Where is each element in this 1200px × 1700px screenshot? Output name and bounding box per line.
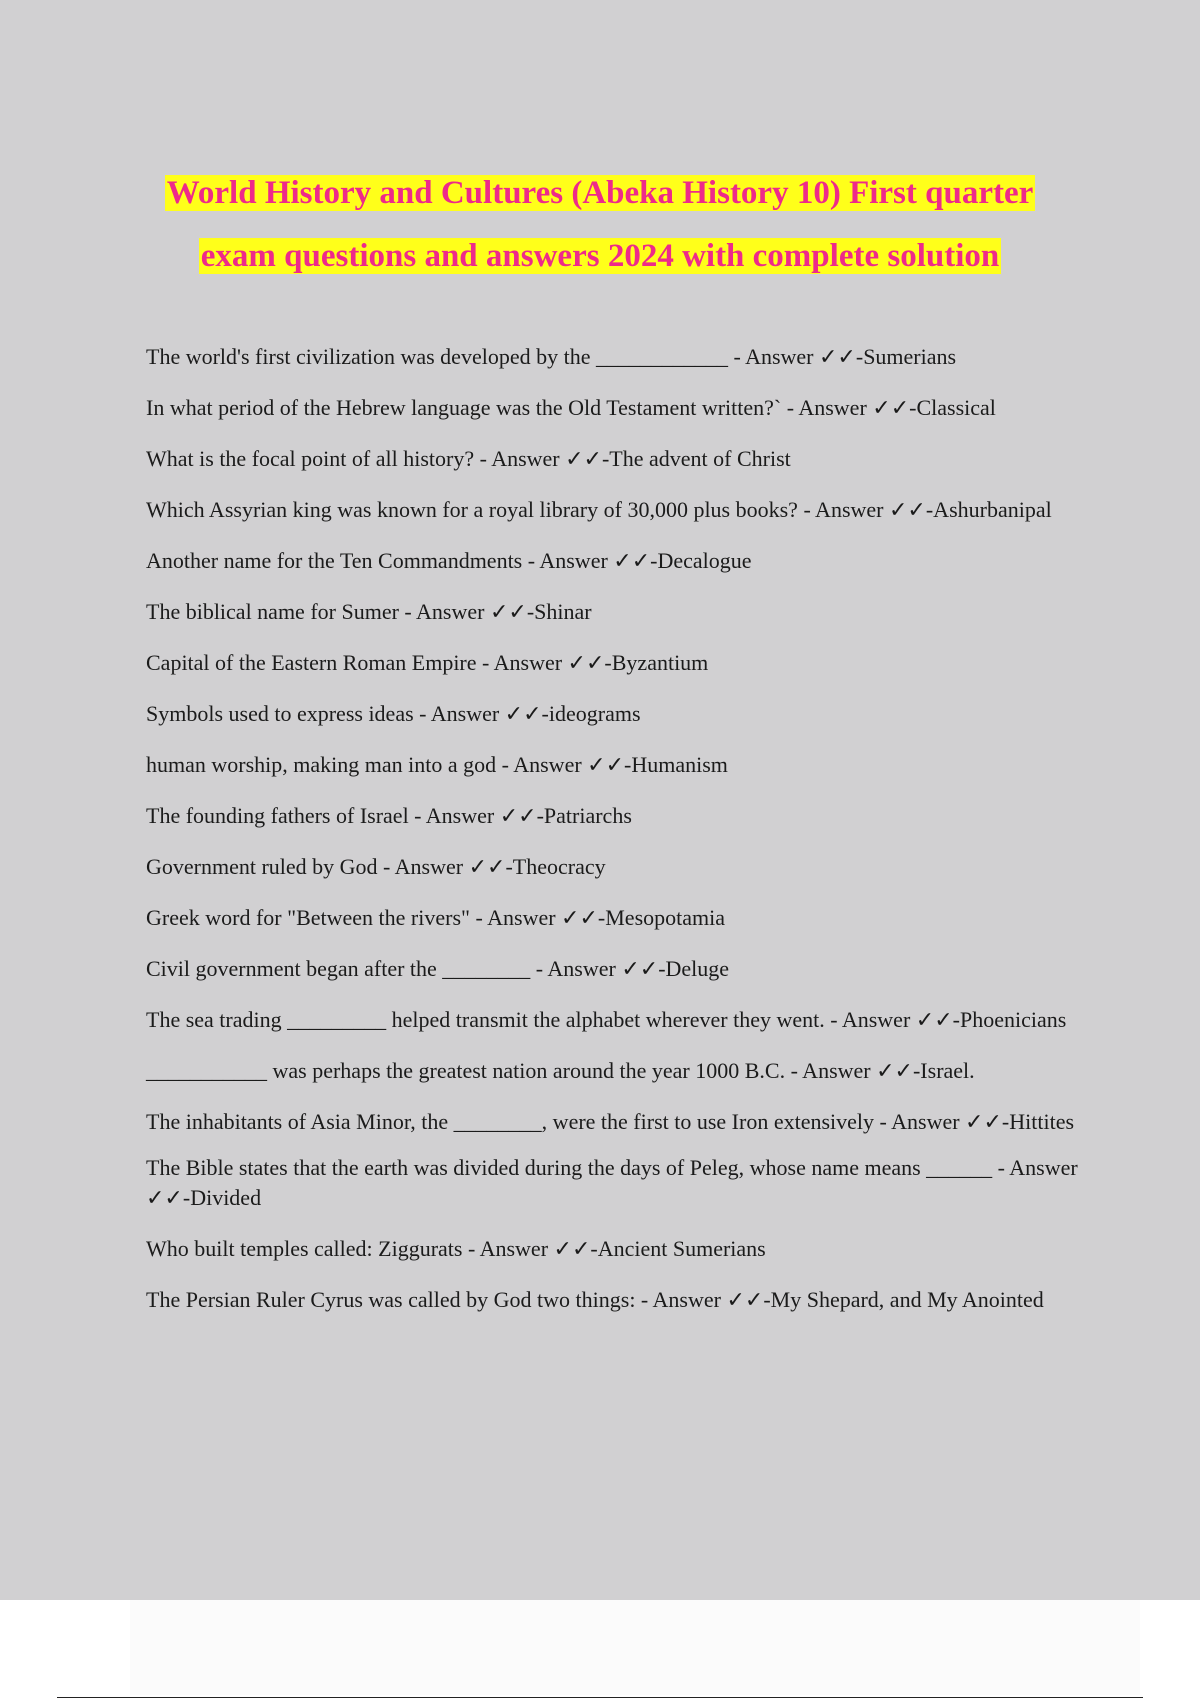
qa-item: The Persian Ruler Cyrus was called by God two things: - Answer ✓✓-My Shepard, and My Anointed: [146, 1287, 1044, 1312]
qa-item: Greek word for "Between the rivers" - Answer ✓✓-Mesopotamia: [146, 905, 725, 930]
qa-item: human worship, making man into a god - Answer ✓✓-Humanism: [146, 752, 728, 777]
title-line-1: World History and Cultures (Abeka History 10) First quarter: [166, 175, 1034, 211]
qa-item: The inhabitants of Asia Minor, the ________, were the first to use Iron extensively - Answer ✓✓-Hittites: [146, 1109, 1075, 1134]
qa-item: Who built temples called: Ziggurats - Answer ✓✓-Ancient Sumerians: [146, 1236, 766, 1261]
qa-item: The sea trading _________ helped transmit the alphabet wherever they went. - Answer ✓✓-Phoenicians: [146, 1007, 1067, 1032]
qa-item: Civil government began after the ________ - Answer ✓✓-Deluge: [146, 956, 730, 981]
qa-item: Which Assyrian king was known for a royal library of 30,000 plus books? - Answer ✓✓-Ashurbanipal: [146, 497, 1052, 522]
qa-item: The Bible states that the earth was divided during the days of Peleg, whose name means ______ - Answer ✓✓-Divided: [146, 1155, 1078, 1210]
qa-item: The biblical name for Sumer - Answer ✓✓-Shinar: [146, 599, 592, 624]
page-divider: [57, 1697, 1143, 1698]
title-line-2: exam questions and answers 2024 with complete solution: [200, 238, 1000, 274]
qa-item: Capital of the Eastern Roman Empire - Answer ✓✓-Byzantium: [146, 650, 709, 675]
qa-item: Another name for the Ten Commandments - Answer ✓✓-Decalogue: [146, 548, 752, 573]
qa-item: Government ruled by God - Answer ✓✓-Theocracy: [146, 854, 606, 879]
document-title: [0, 162, 1200, 288]
qa-list: [146, 342, 1096, 1336]
next-page-strip: [130, 1600, 1140, 1695]
qa-item: ___________ was perhaps the greatest nation around the year 1000 B.C. - Answer ✓✓-Israel.: [146, 1058, 975, 1083]
qa-item: What is the focal point of all history? - Answer ✓✓-The advent of Christ: [146, 446, 791, 471]
qa-item: The founding fathers of Israel - Answer ✓✓-Patriarchs: [146, 803, 632, 828]
qa-item: In what period of the Hebrew language was the Old Testament written?` - Answer ✓✓-Classical: [146, 395, 996, 420]
qa-item: Symbols used to express ideas - Answer ✓✓-ideograms: [146, 701, 641, 726]
qa-item: The world's first civilization was developed by the ____________ - Answer ✓✓-Sumerians: [146, 344, 957, 369]
